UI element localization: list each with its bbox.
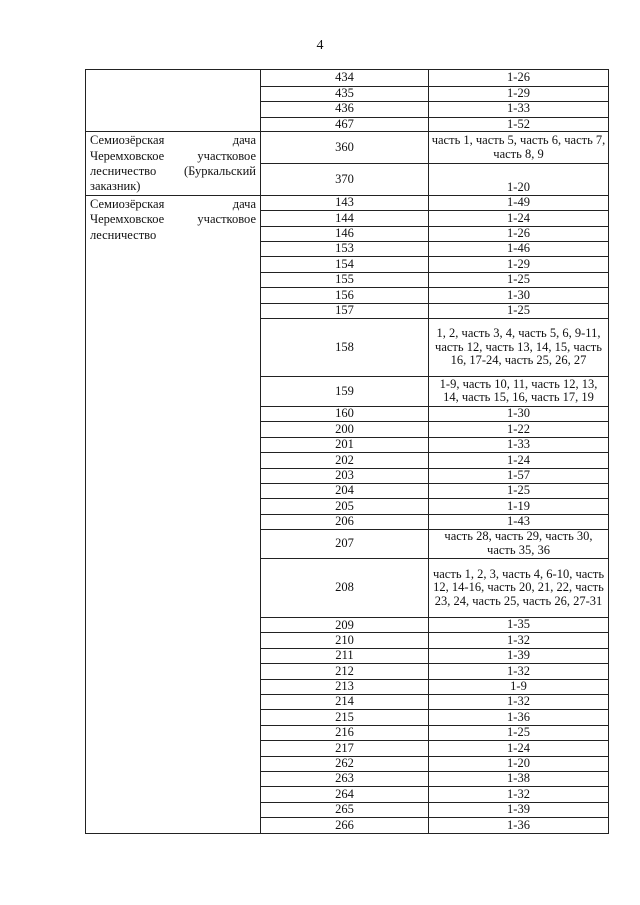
kvartal-number: 207	[261, 530, 429, 559]
vydel-list: 1-52	[429, 117, 609, 132]
table-body	[86, 70, 609, 834]
kvartal-number: 144	[261, 211, 429, 226]
kvartal-number: 156	[261, 288, 429, 303]
vydel-list: 1-36	[429, 818, 609, 833]
vydel-list: 1-33	[429, 437, 609, 452]
vydel-list: 1-32	[429, 695, 609, 710]
vydel-list: 1-9, часть 10, 11, часть 12, 13, 14, часть 15, 16, часть 17, 19	[429, 376, 609, 406]
forest-blocks-table	[85, 69, 609, 834]
kvartal-number: 204	[261, 483, 429, 498]
table-row	[86, 132, 609, 164]
kvartal-number: 214	[261, 695, 429, 710]
vydel-list: 1-26	[429, 226, 609, 241]
kvartal-number: 206	[261, 514, 429, 529]
kvartal-number: 200	[261, 422, 429, 437]
kvartal-number: 202	[261, 453, 429, 468]
kvartal-number: 436	[261, 101, 429, 117]
kvartal-number: 154	[261, 257, 429, 272]
kvartal-number: 211	[261, 648, 429, 663]
vydel-list: 1-33	[429, 101, 609, 117]
kvartal-number: 201	[261, 437, 429, 452]
vydel-list: 1-38	[429, 771, 609, 786]
vydel-list: 1-26	[429, 70, 609, 87]
kvartal-number: 370	[261, 164, 429, 196]
vydel-list: 1-39	[429, 802, 609, 817]
kvartal-number: 153	[261, 241, 429, 256]
vydel-list: 1-22	[429, 422, 609, 437]
vydel-list: 1-35	[429, 618, 609, 633]
vydel-list: 1, 2, часть 3, 4, часть 5, 6, 9-11, часть 12, часть 13, 14, 15, часть 16, 17-24, часть 25, 26, 27	[429, 318, 609, 376]
kvartal-number: 212	[261, 664, 429, 679]
vydel-list: 1-24	[429, 741, 609, 756]
kvartal-number: 160	[261, 406, 429, 421]
kvartal-number: 208	[261, 559, 429, 618]
vydel-list: 1-39	[429, 648, 609, 663]
vydel-list: 1-46	[429, 241, 609, 256]
vydel-list: 1-9	[429, 679, 609, 694]
kvartal-number: 216	[261, 725, 429, 740]
vydel-list: 1-30	[429, 406, 609, 421]
kvartal-number: 213	[261, 679, 429, 694]
vydel-list: 1-30	[429, 288, 609, 303]
vydel-list: 1-32	[429, 787, 609, 802]
vydel-list: 1-36	[429, 710, 609, 725]
kvartal-number: 467	[261, 117, 429, 132]
vydel-list: 1-25	[429, 272, 609, 287]
vydel-list: 1-32	[429, 664, 609, 679]
vydel-list: 1-29	[429, 87, 609, 102]
vydel-list: 1-24	[429, 453, 609, 468]
kvartal-number: 203	[261, 468, 429, 483]
kvartal-number: 264	[261, 787, 429, 802]
vydel-list: 1-24	[429, 211, 609, 226]
kvartal-number: 209	[261, 618, 429, 633]
vydel-list: 1-25	[429, 303, 609, 318]
kvartal-number: 157	[261, 303, 429, 318]
forestry-location	[86, 70, 261, 132]
kvartal-number: 263	[261, 771, 429, 786]
table-row	[86, 70, 609, 87]
kvartal-number: 146	[261, 226, 429, 241]
kvartal-number: 217	[261, 741, 429, 756]
vydel-list: 1-49	[429, 195, 609, 210]
kvartal-number: 435	[261, 87, 429, 102]
kvartal-number: 158	[261, 318, 429, 376]
page-number: 4	[316, 38, 324, 53]
kvartal-number: 205	[261, 499, 429, 514]
vydel-list: часть 1, часть 5, часть 6, часть 7, часть 8, 9	[429, 132, 609, 164]
kvartal-number: 434	[261, 70, 429, 87]
vydel-list: 1-20	[429, 164, 609, 196]
vydel-list: часть 1, 2, 3, часть 4, 6-10, часть 12, 14-16, часть 20, 21, 22, часть 23, 24, часть 25, часть 26, 27-31	[429, 559, 609, 618]
vydel-list: 1-20	[429, 756, 609, 771]
vydel-list: 1-25	[429, 483, 609, 498]
kvartal-number: 266	[261, 818, 429, 833]
kvartal-number: 143	[261, 195, 429, 210]
kvartal-number: 360	[261, 132, 429, 164]
table-row	[86, 195, 609, 210]
vydel-list: часть 28, часть 29, часть 30, часть 35, 36	[429, 530, 609, 559]
vydel-list: 1-25	[429, 725, 609, 740]
vydel-list: 1-19	[429, 499, 609, 514]
forestry-location: Семиозёрская дача Черемховское участковое лесничество (Буркальский заказник)	[86, 132, 261, 196]
kvartal-number: 155	[261, 272, 429, 287]
kvartal-number: 210	[261, 633, 429, 648]
kvartal-number: 262	[261, 756, 429, 771]
vydel-list: 1-29	[429, 257, 609, 272]
kvartal-number: 159	[261, 376, 429, 406]
vydel-list: 1-32	[429, 633, 609, 648]
kvartal-number: 265	[261, 802, 429, 817]
forestry-location: Семиозёрская дача Черемховское участковое лесничество	[86, 195, 261, 833]
kvartal-number: 215	[261, 710, 429, 725]
vydel-list: 1-57	[429, 468, 609, 483]
vydel-list: 1-43	[429, 514, 609, 529]
